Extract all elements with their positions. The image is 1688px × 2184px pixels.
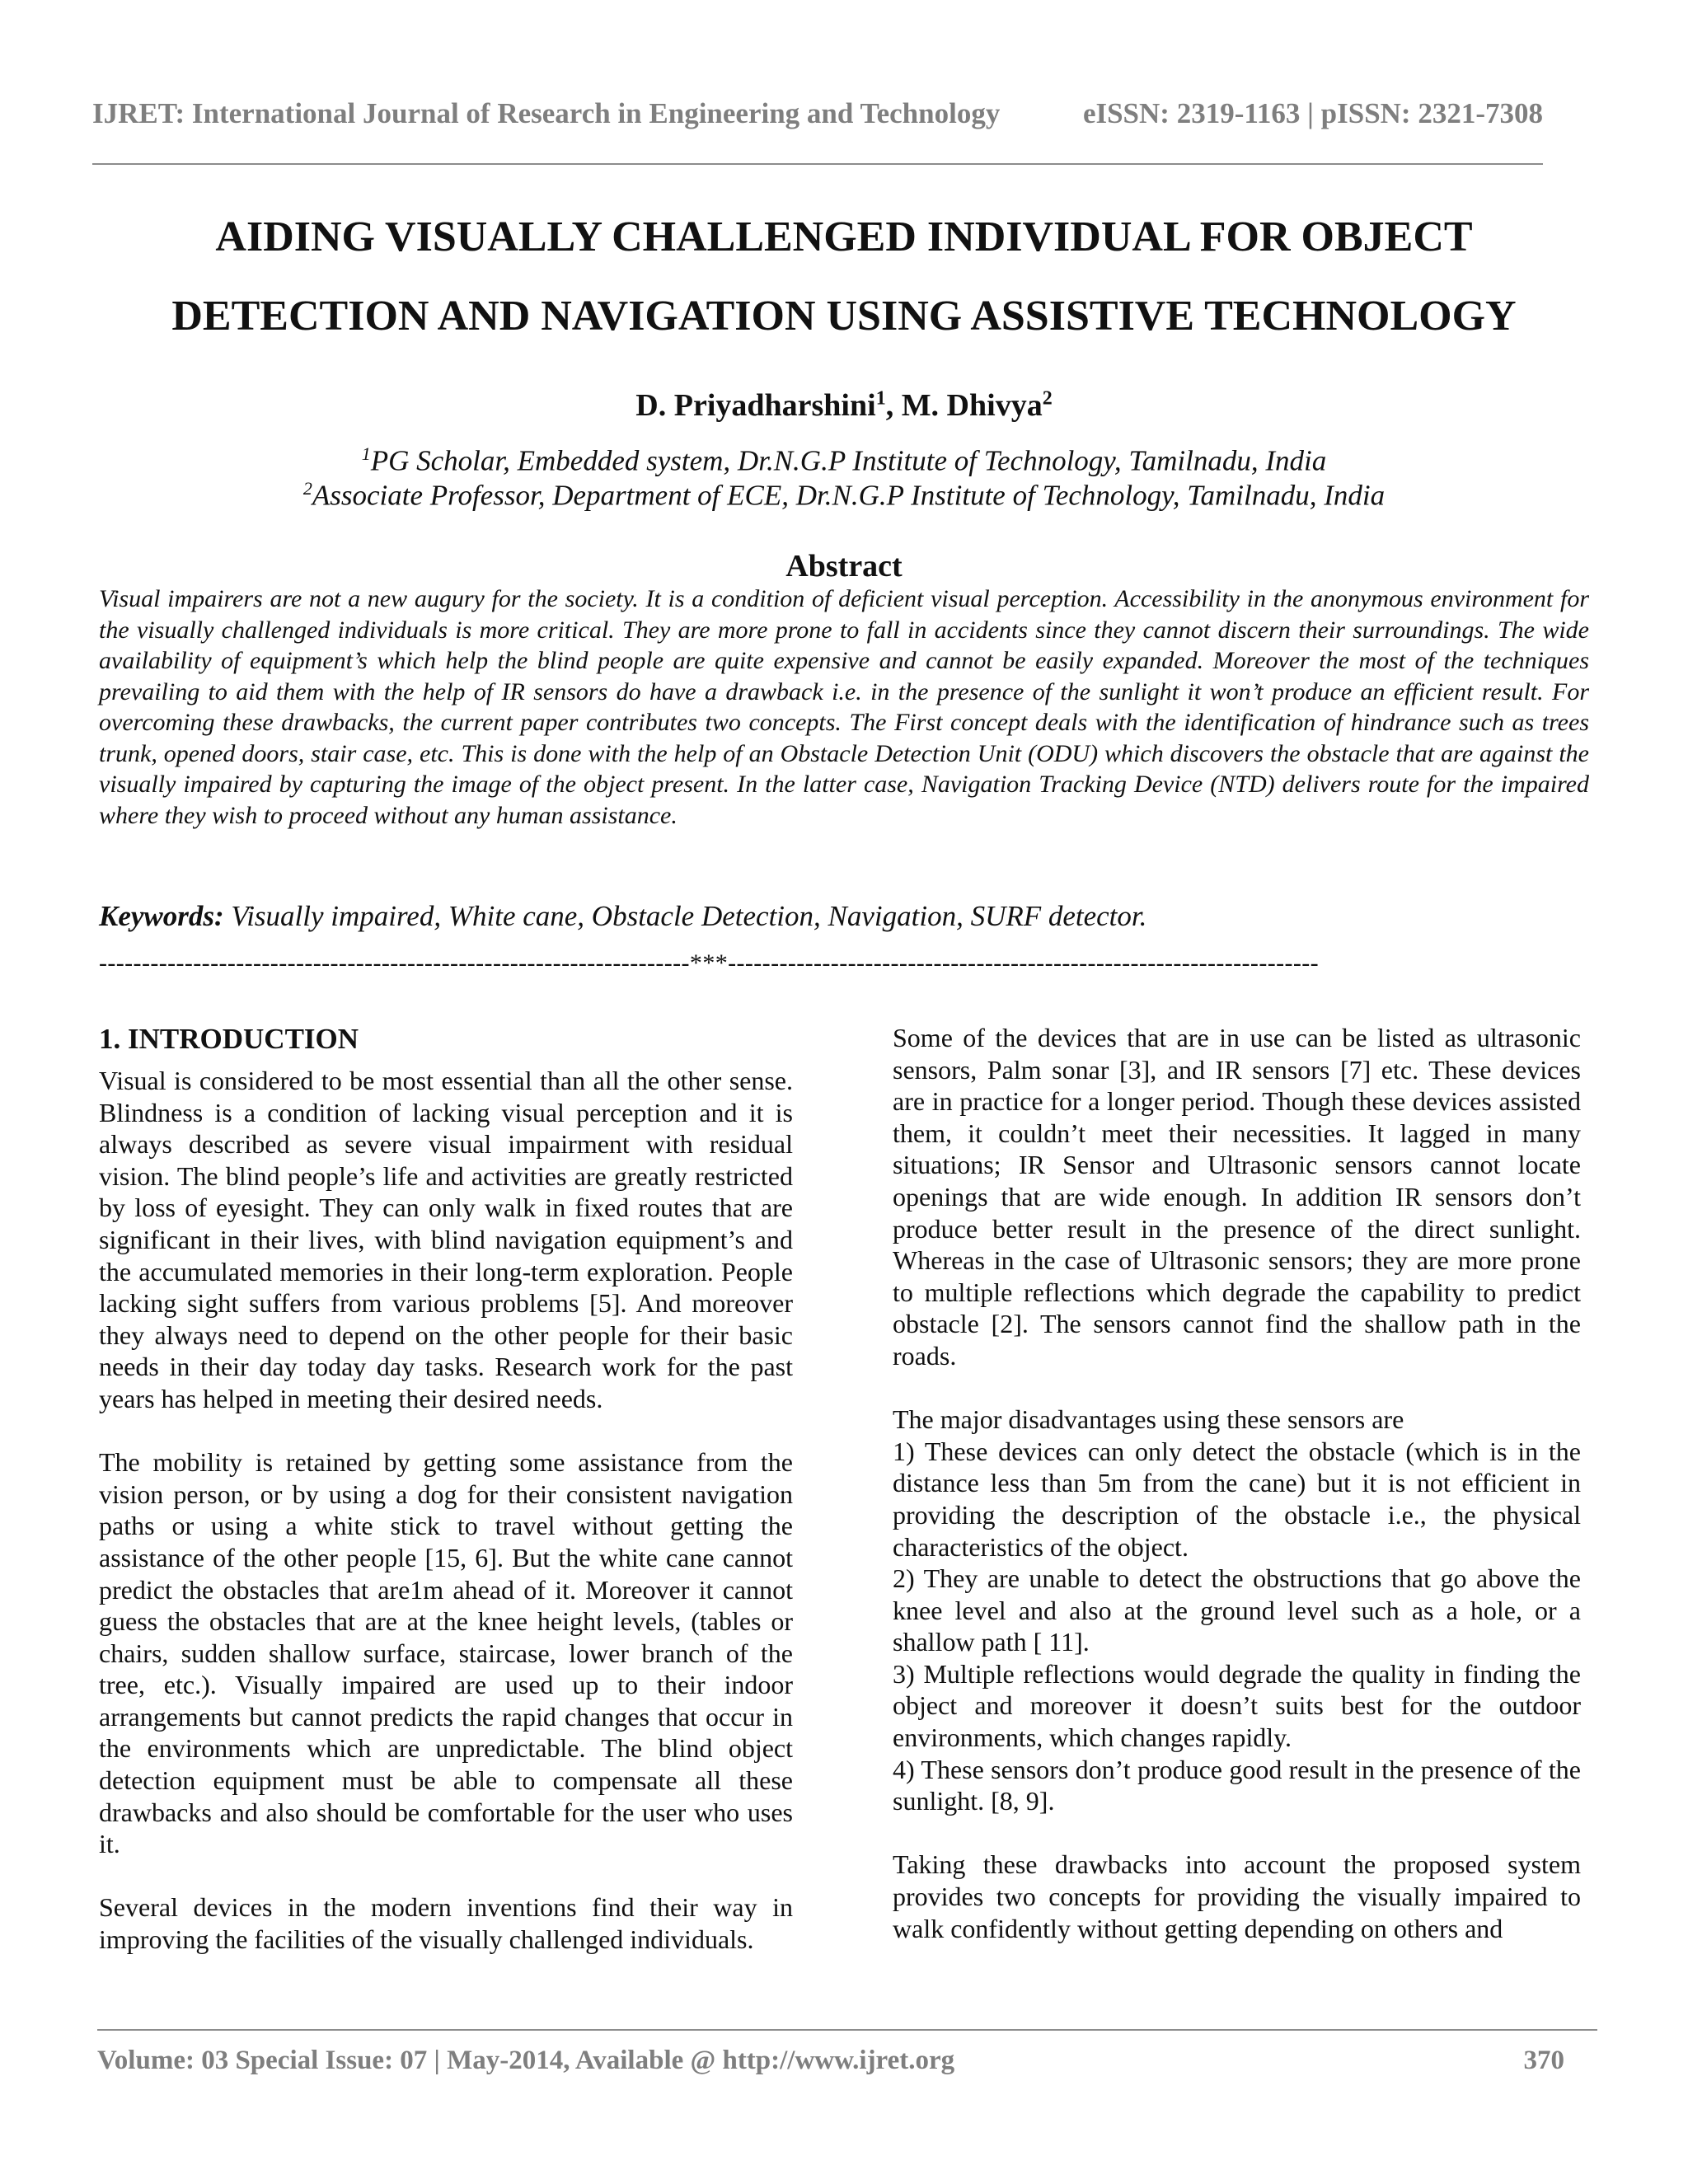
list-intro: The major disadvantages using these sensors are — [893, 1404, 1404, 1435]
title-line-1: AIDING VISUALLY CHALLENGED INDIVIDUAL FOR OBJECT — [215, 213, 1473, 260]
affiliation-1-text: PG Scholar, Embedded system, Dr.N.G.P Institute of Technology, Tamilnadu, India — [370, 444, 1327, 477]
intro-paragraph-1: Visual is considered to be most essential than all the other sense. Blindness is a condition of lacking visual perception and it is always described as severe visual impairment with residual vision. The blind people’s life and activities are greatly restricted by loss of eyesight. They can only walk in fixed routes that are significant in their lives, with blind navigation equipment’s and the accumulated memories in their long-term exploration. People lacking sight suffers from various problems [5]. And moreover they always need to depend on the other people for their basic needs in their day today day tasks. Research work for the past years has helped in meeting their desired needs. — [99, 1066, 793, 1413]
author-1-sup: 1 — [875, 387, 886, 410]
title-line-2: DETECTION AND NAVIGATION USING ASSISTIVE TECHNOLOGY — [171, 293, 1517, 340]
author-2: M. Dhivya — [901, 388, 1043, 423]
list-item: 2) They are unable to detect the obstructions that go above the knee level and also at the ground level such as a hole, or a shallow path [ 11]. — [893, 1563, 1581, 1657]
journal-name: IJRET: International Journal of Research in Engineering and Technology — [92, 97, 1001, 129]
affiliation-2-sup: 2 — [302, 478, 312, 499]
disadvantages-list — [893, 1404, 1581, 1817]
running-header — [92, 97, 1543, 138]
author-1: D. Priyadharshini — [635, 388, 876, 423]
keywords-label: Keywords: — [99, 900, 224, 932]
volume-info: Volume: 03 Special Issue: 07 | May-2014, Available @ http://www.ijret.org — [97, 2046, 955, 2075]
list-item: 1) These devices can only detect the obstacle (which is in the distance less than 5m from the cane) but it is not efficient in providing the description of the obstacle i.e., the physical characteristics of the object. — [893, 1436, 1581, 1562]
author-list — [0, 387, 1688, 424]
list-item: 3) Multiple reflections would degrade the quality in finding the object and moreover it doesn’t suits best for the outdoor environments, which changes rapidly. — [893, 1658, 1581, 1753]
right-column — [893, 1022, 1581, 1976]
affiliation-1-sup: 1 — [361, 443, 371, 464]
section-separator: ---------------------------------------------------------------------***--------------------------------------------------------------------- — [99, 949, 1320, 977]
affiliation-1 — [0, 443, 1688, 478]
issn-info: eISSN: 2319-1163 | pISSN: 2321-7308 — [1082, 97, 1543, 129]
abstract-heading: Abstract — [785, 549, 903, 583]
author-2-sup: 2 — [1042, 387, 1053, 410]
left-column — [99, 1022, 793, 1987]
paper-title — [82, 198, 1606, 356]
section-heading-introduction: 1. INTRODUCTION — [99, 1023, 359, 1055]
footer-rule — [97, 2029, 1597, 2031]
intro-paragraph-4: Some of the devices that are in use can be listed as ultrasonic sensors, Palm sonar [3], and IR sensors [7] etc. These devices are in practice for a longer period. Though these devices assisted them, it couldn’t meet their necessities. It lagged in many situations; IR Sensor and Ultrasonic sensors cannot locate openings that are wide enough. In addition IR sensors don’t produce better result in the presence of the direct sunlight. Whereas in the case of Ultrasonic sensors; they are more prone to multiple reflections which degrade the capability to predict obstacle [2]. The sensors cannot find the shallow path in the roads. — [893, 1023, 1581, 1371]
intro-paragraph-3: Several devices in the modern inventions find their way in improving the facilities of the visually challenged individuals. — [99, 1892, 793, 1955]
list-item: 4) These sensors don’t produce good result in the presence of the sunlight. [8, 9]. — [893, 1754, 1581, 1816]
abstract-text: Visual impairers are not a new augury for the society. It is a condition of deficient visual perception. Accessibility in the anonymous environment for the visually challenged individuals is more critical. They are more prone to fall in accidents since they cannot discern their surroundings. The wide availability of equipment’s which help the blind people are quite expensive and cannot be easily expanded. Moreover the most of the techniques prevailing to aid them with the help of IR sensors do have a drawback i.e. in the presence of the sunlight it won’t produce an efficient result. For overcoming these drawbacks, the current paper contributes two concepts. The First concept deals with the identification of hindrance such as trees trunk, opened doors, stair case, etc. This is done with the help of an Obstacle Detection Unit (ODU) which discovers the obstacle that are against the visually impaired by capturing the image of the object present. In the latter case, Navigation Tracking Device (NTD) delivers route for the impaired where they wish to proceed without any human assistance. — [99, 585, 1589, 829]
running-footer — [97, 2046, 1564, 2085]
header-rule — [92, 163, 1543, 165]
author-separator: , — [885, 388, 902, 423]
keywords — [99, 900, 1589, 933]
keywords-text: Visually impaired, White cane, Obstacle Detection, Navigation, SURF detector. — [231, 900, 1147, 932]
page-number: 370 — [1523, 2046, 1564, 2075]
affiliation-2-text: Associate Professor, Department of ECE, Dr.N.G.P Institute of Technology, Tamilnadu, India — [312, 479, 1386, 512]
intro-paragraph-2: The mobility is retained by getting some assistance from the vision person, or by using a dog for their consistent navigation paths or using a white stick to travel without getting the assistance of the other people [15, 6]. But the white cane cannot predict the obstacles that are1m ahead of it. Moreover it cannot guess the obstacles that are at the knee height levels, (tables or chairs, sudden shallow surface, staircase, lower branch of the tree, etc.). Visually impaired are used up to their indoor arrangements but cannot predicts the rapid changes that occur in the environments which are unpredictable. The blind object detection equipment must be able to compensate all these drawbacks and also should be comfortable for the user who uses it. — [99, 1447, 793, 1859]
affiliation-2 — [0, 478, 1688, 513]
intro-paragraph-5: Taking these drawbacks into account the proposed system provides two concepts for providing the visually impaired to walk confidently without getting depending on others and — [893, 1849, 1581, 1943]
